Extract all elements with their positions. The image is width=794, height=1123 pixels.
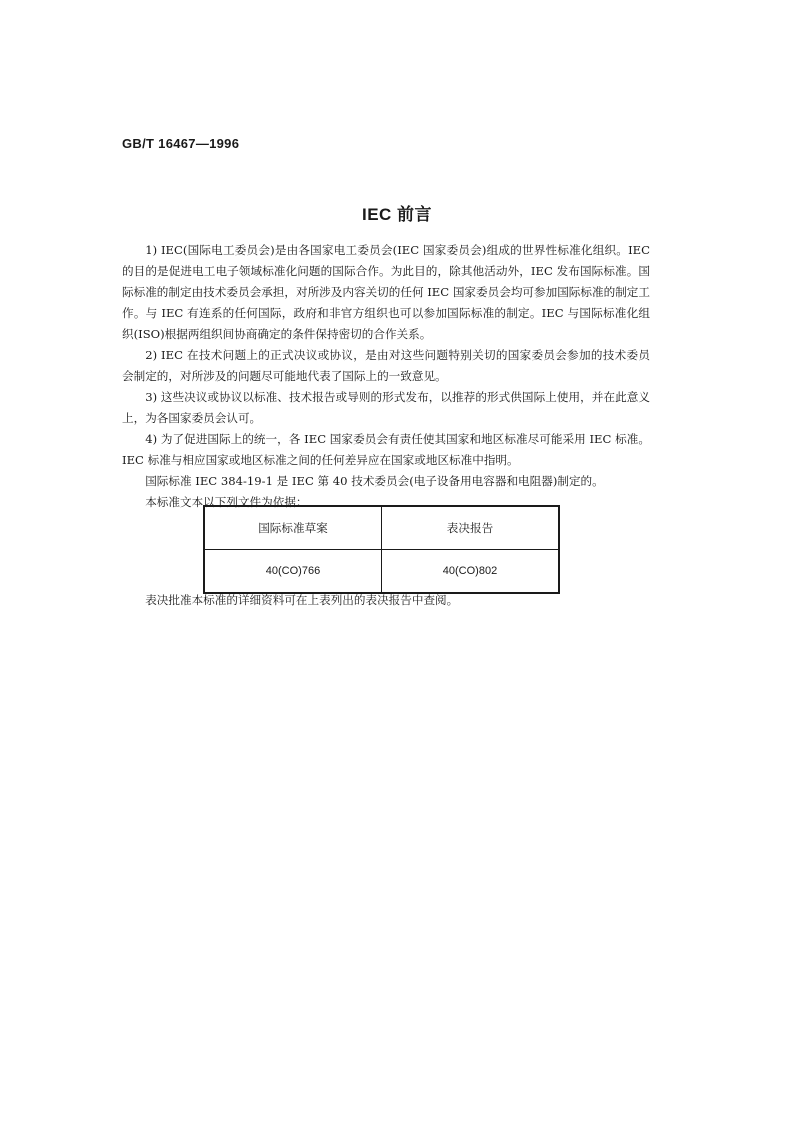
table-row — [204, 550, 559, 594]
page-title: IEC 前言 — [361, 205, 433, 224]
table-cell: 40(CO)802 — [382, 550, 560, 594]
voting-documents-table — [203, 505, 560, 594]
table-header-cell: 表决报告 — [382, 506, 560, 550]
table-header-cell: 国际标准草案 — [204, 506, 382, 550]
table-header-row — [204, 506, 559, 550]
paragraph-3: 3) 这些决议或协议以标准、技术报告或导则的形式发布，以推荐的形式供国际上使用，并在此意义上，为各国家委员会认可。 — [122, 390, 650, 425]
standard-number: GB/T 16467—1996 — [122, 136, 240, 151]
closing-paragraph: 表决批准本标准的详细资料可在上表列出的表决报告中查阅。 — [145, 593, 459, 607]
paragraph-2: 2) IEC 在技术问题上的正式决议或协议，是由对这些问题特别关切的国家委员会参加的技术委员会制定的，对所涉及的问题尽可能地代表了国际上的一致意见。 — [122, 348, 650, 383]
table-cell: 40(CO)766 — [204, 550, 382, 594]
body-text — [122, 240, 650, 513]
paragraph-1: 1) IEC(国际电工委员会)是由各国家电工委员会(IEC 国家委员会)组成的世界性标准化组织。IEC 的目的是促进电工电子领域标准化问题的国际合作。为此目的，除其他活动外，IEC 发布国际标准。国际标准的制定由技术委员会承担，对所涉及内容关切的任何 IEC 国家委员会均可参加国际标准的制定工作。与 IEC 有连系的任何国际，政府和非官方组织也可以参加国际标准的制定。IEC 与国际标准化组织(ISO)根据两组织间协商确定的条件保持密切的合作关系。 — [122, 243, 650, 341]
paragraph-5: 国际标准 IEC 384-19-1 是 IEC 第 40 技术委员会(电子设备用电容器和电阻器)制定的。 — [145, 474, 604, 488]
paragraph-6: 本标准文本以下列文件为依据： — [145, 495, 308, 509]
paragraph-4: 4) 为了促进国际上的统一，各 IEC 国家委员会有责任使其国家和地区标准尽可能采用 IEC 标准。IEC 标准与相应国家或地区标准之间的任何差异应在国家或地区标准中指明。 — [122, 432, 650, 467]
